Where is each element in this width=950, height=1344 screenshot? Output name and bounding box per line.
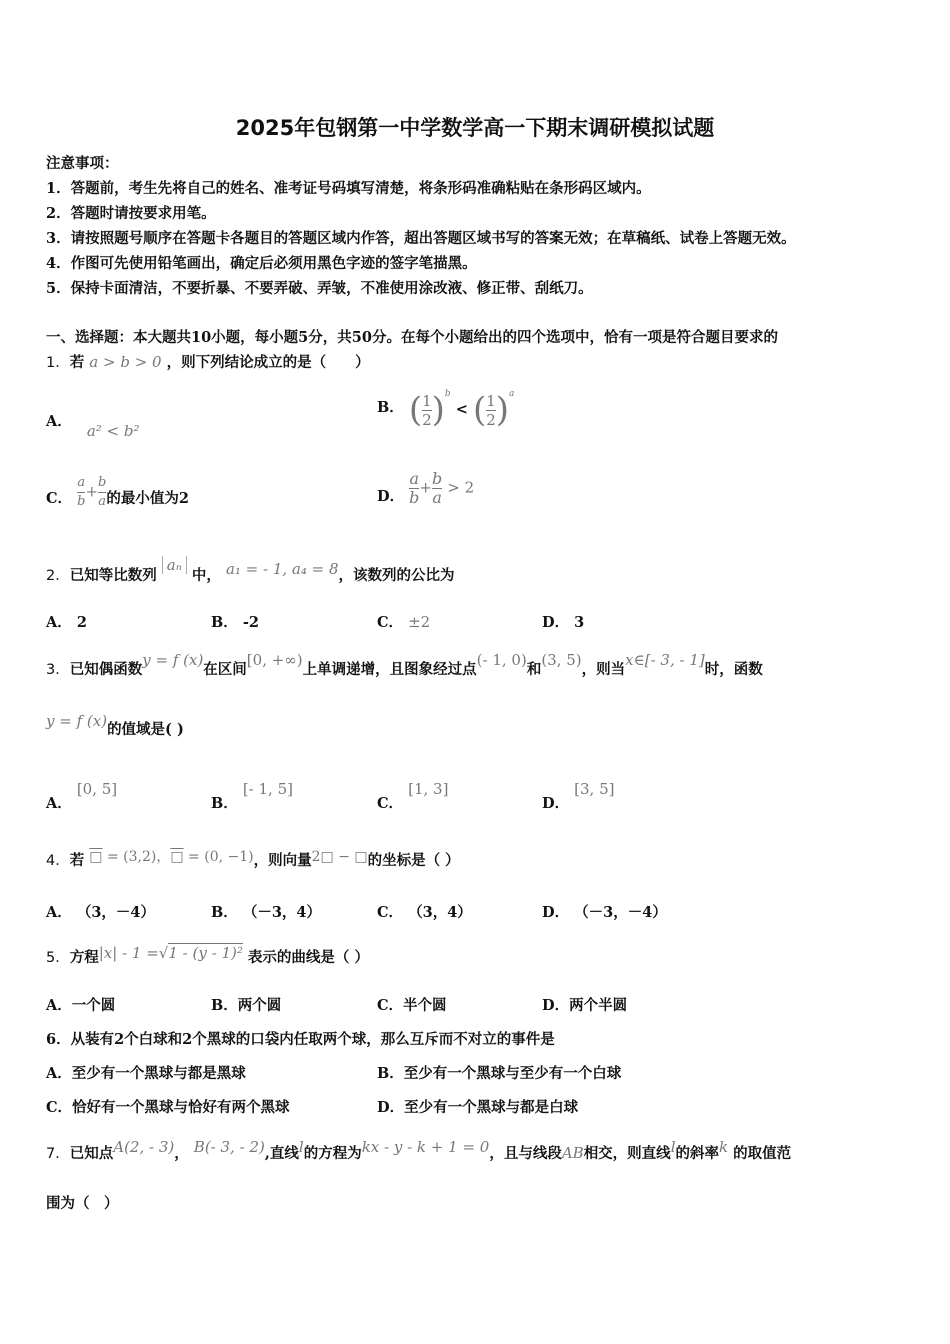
- q3-option-b[interactable]: B． [- 1, 5]: [211, 780, 293, 812]
- notice-item-3: 3．请按照题号顺序在答题卡各题目的答题区域内作答，超出答题区域书写的答案无效；在草稿纸、试卷上答题无效。: [46, 230, 796, 247]
- q2-option-d[interactable]: D． 3: [542, 614, 585, 631]
- question-2: 2．已知等比数列 aₙ 中， a₁ = - 1, a₄ = 8，该数列的公比为: [46, 556, 455, 584]
- q3-option-c[interactable]: C． [1, 3]: [377, 780, 449, 812]
- q3-option-a[interactable]: A． [0, 5]: [46, 780, 118, 812]
- q6-option-b[interactable]: B．至少有一个黑球与至少有一个白球: [377, 1065, 622, 1082]
- q1-option-a[interactable]: A． a² < b²: [46, 413, 140, 440]
- q1-option-c[interactable]: C． $\frac{a}{b}$ + $\frac{b}{a}$ 的最小值为2: [46, 475, 189, 509]
- q1-option-a-math: a² < b²: [86, 422, 140, 440]
- q2-option-c[interactable]: C． ±2: [377, 613, 431, 631]
- q4-option-a[interactable]: A． （3，－4）: [46, 904, 156, 921]
- q6-option-a[interactable]: A．至少有一个黑球与都是黑球: [46, 1065, 246, 1082]
- q1-option-b[interactable]: B． ( $\frac{1}{2}$ )$^b$ < ( $\frac{1}{2}$ )$^a$: [377, 389, 515, 430]
- q1-condition: a > b > 0: [89, 353, 162, 371]
- q5-option-b[interactable]: B．两个圆: [211, 997, 282, 1014]
- notice-item-1: 1．答题前，考生先将自己的姓名、准考证号码填写清楚，将条形码准确粘贴在条形码区域内。: [46, 180, 651, 197]
- question-6: 6．从装有2个白球和2个黑球的口袋内任取两个球，那么互斥而不对立的事件是: [46, 1031, 555, 1048]
- notice-item-4: 4．作图可先使用铅笔画出，确定后必须用黑色字迹的签字笔描黑。: [46, 255, 477, 272]
- q2-condition: a₁ = - 1, a₄ = 8: [225, 560, 339, 578]
- q3-option-d[interactable]: D． [3, 5]: [542, 780, 615, 812]
- question-4: 4．若 □ = (3,2)，□ = (0, −1)，则向量2□ − □的坐标是（ ）: [46, 849, 460, 869]
- q5-option-a[interactable]: A．一个圆: [46, 997, 116, 1014]
- page-title: 2025年包钢第一中学数学高一下期末调研模拟试题: [235, 116, 715, 140]
- q6-option-d[interactable]: D．至少有一个黑球与都是白球: [377, 1099, 579, 1116]
- question-3: 3．已知偶函数y = f (x)在区间[0, +∞)上单调递增，且图象经过点(- 1, 0)和(3, 5)，则当x∈[- 3, - 1]时，函数: [46, 651, 763, 678]
- q6-option-c[interactable]: C．恰好有一个黑球与恰好有两个黑球: [46, 1099, 290, 1116]
- question-3-line-2: y = f (x)的值域是( ): [46, 712, 184, 738]
- section-heading: 一、选择题：本大题共10小题，每小题5分，共50分。在每个小题给出的四个选项中，恰有一项是符合题目要求的: [46, 329, 778, 346]
- notice-item-5: 5．保持卡面清洁，不要折暴、不要弄破、弄皱，不准使用涂改液、修正带、刮纸刀。: [46, 280, 593, 297]
- q5-option-d[interactable]: D．两个半圆: [542, 997, 628, 1014]
- notice-item-2: 2．答题时请按要求用笔。: [46, 205, 216, 222]
- q2-option-b[interactable]: B． -2: [211, 614, 259, 631]
- q2-option-a[interactable]: A． 2: [46, 614, 87, 631]
- q5-option-c[interactable]: C．半个圆: [377, 997, 447, 1014]
- question-7: 7．已知点A(2, - 3)， B(- 3, - 2),直线l的方程为kx - y - k + 1 = 0，且与线段AB相交，则直线l的斜率k 的取值范: [46, 1138, 792, 1162]
- question-7-line-2: 围为（ ）: [46, 1195, 119, 1212]
- q4-option-c[interactable]: C． （3，4）: [377, 904, 472, 921]
- notice-heading: 注意事项：: [46, 155, 119, 172]
- q4-option-d[interactable]: D． （－3，－4）: [542, 904, 667, 921]
- q1-option-d[interactable]: D． $\frac{a}{b}$ + $\frac{b}{a}$ > 2: [377, 469, 475, 507]
- q2-sequence: aₙ: [162, 556, 187, 574]
- q4-option-b[interactable]: B． （－3，4）: [211, 904, 322, 921]
- question-1: 1．若 a > b > 0 ，则下列结论成立的是（ ）: [46, 353, 370, 371]
- question-5: 5．方程|x| - 1 =√1 - (y - 1)² 表示的曲线是（ ）: [46, 944, 369, 966]
